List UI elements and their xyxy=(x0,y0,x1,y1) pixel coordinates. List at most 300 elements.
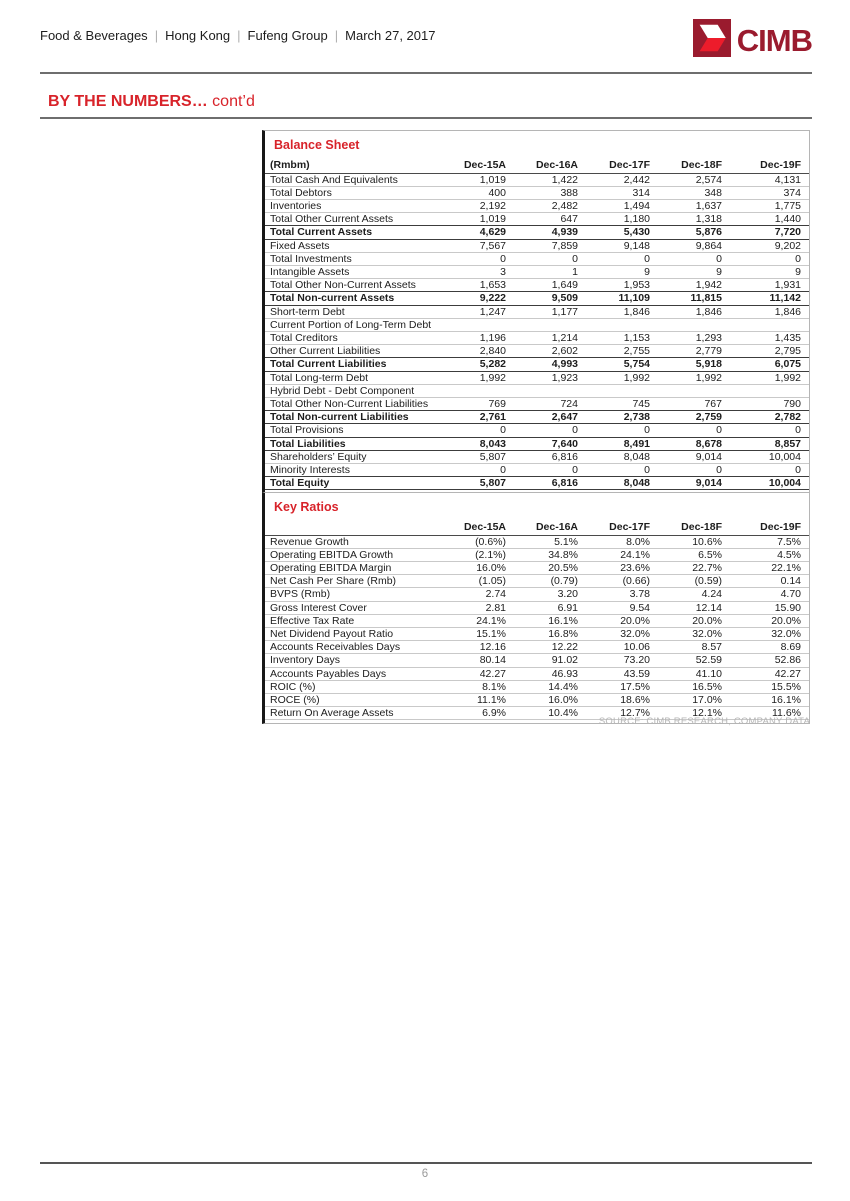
cell-value: 9,014 xyxy=(653,477,725,490)
cell-value: 0 xyxy=(437,252,509,265)
cell-value: 2,779 xyxy=(653,345,725,358)
table-row xyxy=(265,548,809,561)
row-label: Fixed Assets xyxy=(265,239,437,252)
cell-value xyxy=(581,384,653,397)
cell-value xyxy=(725,384,809,397)
cell-value: 1,637 xyxy=(653,199,725,212)
cell-value: 2,795 xyxy=(725,345,809,358)
cell-value: 4,131 xyxy=(725,173,809,186)
table-row xyxy=(265,575,809,588)
cell-value: 3.78 xyxy=(581,588,653,601)
cell-value xyxy=(725,318,809,331)
row-label: ROIC (%) xyxy=(265,680,437,693)
cell-value: 0 xyxy=(653,424,725,437)
row-label: Operating EBITDA Margin xyxy=(265,561,437,574)
cell-value xyxy=(653,384,725,397)
breadcrumb-date: March 27, 2017 xyxy=(345,28,436,43)
cell-value: 4,939 xyxy=(509,226,581,239)
cell-value: 1,247 xyxy=(437,305,509,318)
key-ratios-table xyxy=(262,492,810,724)
cell-value: 2,759 xyxy=(653,411,725,424)
cell-value: 10,004 xyxy=(725,477,809,490)
row-label: Total Other Non-Current Assets xyxy=(265,279,437,292)
cell-value: 9,202 xyxy=(725,239,809,252)
column-header: Dec-18F xyxy=(653,157,725,173)
cell-value: 11,815 xyxy=(653,292,725,305)
row-label: Current Portion of Long-Term Debt xyxy=(265,318,437,331)
row-label: Minority Interests xyxy=(265,463,437,476)
cell-value: (0.66) xyxy=(581,575,653,588)
column-header: Dec-15A xyxy=(437,519,509,535)
cell-value: 1,992 xyxy=(725,371,809,384)
cell-value: 2,761 xyxy=(437,411,509,424)
cell-value: 34.8% xyxy=(509,548,581,561)
cell-value: 6,075 xyxy=(725,358,809,371)
cell-value: 2,442 xyxy=(581,173,653,186)
cell-value: 16.5% xyxy=(653,680,725,693)
cell-value: 4.70 xyxy=(725,588,809,601)
cell-value: 767 xyxy=(653,397,725,410)
row-label: Operating EBITDA Growth xyxy=(265,548,437,561)
row-label: Gross Interest Cover xyxy=(265,601,437,614)
table-row xyxy=(265,463,809,476)
table-row xyxy=(265,331,809,344)
table-row xyxy=(265,186,809,199)
column-header: Dec-17F xyxy=(581,519,653,535)
cell-value: 8,043 xyxy=(437,437,509,450)
section-title-divider xyxy=(40,117,812,119)
table-row xyxy=(265,424,809,437)
row-label: Intangible Assets xyxy=(265,265,437,278)
cell-value: 52.59 xyxy=(653,654,725,667)
row-label: Total Debtors xyxy=(265,186,437,199)
cell-value: 1,775 xyxy=(725,199,809,212)
column-header: Dec-16A xyxy=(509,157,581,173)
cell-value: 647 xyxy=(509,213,581,226)
cell-value xyxy=(581,318,653,331)
table-row xyxy=(265,226,809,239)
cell-value xyxy=(509,318,581,331)
cell-value: 0 xyxy=(437,424,509,437)
cell-value: 15.90 xyxy=(725,601,809,614)
row-label: Accounts Receivables Days xyxy=(265,641,437,654)
column-header: Dec-18F xyxy=(653,519,725,535)
row-label: Short-term Debt xyxy=(265,305,437,318)
cell-value: 91.02 xyxy=(509,654,581,667)
cell-value: 2,574 xyxy=(653,173,725,186)
row-label: Total Non-current Liabilities xyxy=(265,411,437,424)
cell-value: 11.1% xyxy=(437,693,509,706)
cell-value: 12.14 xyxy=(653,601,725,614)
cell-value: 8,857 xyxy=(725,437,809,450)
cell-value: 9,509 xyxy=(509,292,581,305)
cell-value: 1,293 xyxy=(653,331,725,344)
column-header: Dec-19F xyxy=(725,157,809,173)
table-row xyxy=(265,305,809,318)
row-label: Revenue Growth xyxy=(265,535,437,548)
cell-value: 20.0% xyxy=(653,614,725,627)
cell-value: 23.6% xyxy=(581,561,653,574)
cell-value: 9,148 xyxy=(581,239,653,252)
cell-value: 14.4% xyxy=(509,680,581,693)
cell-value: 8.1% xyxy=(437,680,509,693)
row-label: Inventories xyxy=(265,199,437,212)
cell-value: 22.1% xyxy=(725,561,809,574)
cell-value: 22.7% xyxy=(653,561,725,574)
cell-value: 0 xyxy=(509,252,581,265)
cell-value: 16.0% xyxy=(509,693,581,706)
cell-value: 80.14 xyxy=(437,654,509,667)
cell-value: 724 xyxy=(509,397,581,410)
cell-value: 12.16 xyxy=(437,641,509,654)
cell-value: 9,014 xyxy=(653,450,725,463)
cell-value: 32.0% xyxy=(725,627,809,640)
cell-value: 0 xyxy=(509,424,581,437)
cell-value: 9,222 xyxy=(437,292,509,305)
page-header xyxy=(40,24,812,62)
cell-value: 3.20 xyxy=(509,588,581,601)
cell-value: 20.5% xyxy=(509,561,581,574)
cell-value: 8,491 xyxy=(581,437,653,450)
cell-value: 73.20 xyxy=(581,654,653,667)
breadcrumb-separator: | xyxy=(154,28,159,43)
cell-value: 0 xyxy=(725,424,809,437)
table-row xyxy=(265,641,809,654)
cell-value: 5,430 xyxy=(581,226,653,239)
cimb-logo-icon xyxy=(693,19,731,62)
cell-value: 1,214 xyxy=(509,331,581,344)
breadcrumb-region: Hong Kong xyxy=(165,28,231,43)
cell-value: 11.6% xyxy=(725,707,809,720)
cell-value: 0.14 xyxy=(725,575,809,588)
unit-label-header xyxy=(265,519,437,535)
cell-value: 18.6% xyxy=(581,693,653,706)
row-label: Total Other Non-Current Liabilities xyxy=(265,397,437,410)
cell-value: 5,807 xyxy=(437,477,509,490)
cell-value: 7.5% xyxy=(725,535,809,548)
row-label: Total Long-term Debt xyxy=(265,371,437,384)
cell-value: 1,653 xyxy=(437,279,509,292)
row-label: Total Liabilities xyxy=(265,437,437,450)
cell-value xyxy=(509,384,581,397)
table-row xyxy=(265,318,809,331)
table-row xyxy=(265,213,809,226)
cell-value: 8,678 xyxy=(653,437,725,450)
table-row xyxy=(265,292,809,305)
cell-value: 8,048 xyxy=(581,450,653,463)
cell-value: 9 xyxy=(653,265,725,278)
cell-value: 1,649 xyxy=(509,279,581,292)
cell-value: 0 xyxy=(437,463,509,476)
cell-value: 1,942 xyxy=(653,279,725,292)
cell-value: 10.06 xyxy=(581,641,653,654)
table-row xyxy=(265,239,809,252)
cell-value: 20.0% xyxy=(581,614,653,627)
cell-value: 1,440 xyxy=(725,213,809,226)
cell-value: 5.1% xyxy=(509,535,581,548)
row-label: Net Dividend Payout Ratio xyxy=(265,627,437,640)
cell-value: 1,953 xyxy=(581,279,653,292)
cell-value: 7,567 xyxy=(437,239,509,252)
cell-value: 1,931 xyxy=(725,279,809,292)
cell-value: 16.1% xyxy=(725,693,809,706)
cell-value: 7,859 xyxy=(509,239,581,252)
breadcrumb-company: Fufeng Group xyxy=(247,28,328,43)
row-label: Total Investments xyxy=(265,252,437,265)
cell-value: 1,019 xyxy=(437,173,509,186)
table-row xyxy=(265,384,809,397)
table-row xyxy=(265,693,809,706)
cell-value: 0 xyxy=(509,463,581,476)
cell-value: 7,720 xyxy=(725,226,809,239)
cell-value xyxy=(653,318,725,331)
cell-value: 0 xyxy=(653,252,725,265)
cell-value: 16.8% xyxy=(509,627,581,640)
cell-value: 10.4% xyxy=(509,707,581,720)
cell-value: 5,876 xyxy=(653,226,725,239)
section-title-main: BY THE NUMBERS… xyxy=(48,93,208,110)
cell-value: 388 xyxy=(509,186,581,199)
balance-sheet-grid xyxy=(265,157,809,490)
table-row xyxy=(265,535,809,548)
balance-sheet-title: Balance Sheet xyxy=(274,138,360,152)
cell-value: 1,019 xyxy=(437,213,509,226)
cell-value: 1,992 xyxy=(437,371,509,384)
column-header: Dec-17F xyxy=(581,157,653,173)
cell-value: 16.0% xyxy=(437,561,509,574)
row-label: Total Current Liabilities xyxy=(265,358,437,371)
row-label: Net Cash Per Share (Rmb) xyxy=(265,575,437,588)
cell-value: 8.0% xyxy=(581,535,653,548)
cell-value: 314 xyxy=(581,186,653,199)
section-title-suffix: cont’d xyxy=(212,93,255,110)
row-label: Total Creditors xyxy=(265,331,437,344)
column-header: Dec-19F xyxy=(725,519,809,535)
cell-value: 20.0% xyxy=(725,614,809,627)
cell-value: 5,807 xyxy=(437,450,509,463)
cell-value: 0 xyxy=(581,424,653,437)
cell-value: 769 xyxy=(437,397,509,410)
cell-value: 790 xyxy=(725,397,809,410)
table-row xyxy=(265,265,809,278)
cell-value: 41.10 xyxy=(653,667,725,680)
cell-value: 43.59 xyxy=(581,667,653,680)
cell-value: 15.5% xyxy=(725,680,809,693)
row-label: Total Non-current Assets xyxy=(265,292,437,305)
cell-value: 348 xyxy=(653,186,725,199)
cell-value: 0 xyxy=(653,463,725,476)
cell-value: 17.5% xyxy=(581,680,653,693)
cell-value: 2,840 xyxy=(437,345,509,358)
row-label: Total Equity xyxy=(265,477,437,490)
cell-value: 16.1% xyxy=(509,614,581,627)
cell-value: 2,738 xyxy=(581,411,653,424)
table-row xyxy=(265,561,809,574)
key-ratios-grid xyxy=(265,519,809,720)
cell-value: 2.81 xyxy=(437,601,509,614)
cell-value: 1,846 xyxy=(581,305,653,318)
cell-value: 10.6% xyxy=(653,535,725,548)
table-row xyxy=(265,654,809,667)
row-label: Other Current Liabilities xyxy=(265,345,437,358)
cell-value: 10,004 xyxy=(725,450,809,463)
cell-value: 5,754 xyxy=(581,358,653,371)
cell-value: 8.57 xyxy=(653,641,725,654)
cell-value: 1,846 xyxy=(725,305,809,318)
cell-value: 0 xyxy=(581,463,653,476)
header-divider xyxy=(40,72,812,74)
cell-value: 8,048 xyxy=(581,477,653,490)
cell-value: 1,992 xyxy=(581,371,653,384)
row-label: BVPS (Rmb) xyxy=(265,588,437,601)
unit-label-header: (Rmbm) xyxy=(265,157,437,173)
cell-value: 2,755 xyxy=(581,345,653,358)
cell-value: 2,192 xyxy=(437,199,509,212)
cell-value: 6.9% xyxy=(437,707,509,720)
column-header-row xyxy=(265,519,809,535)
table-row xyxy=(265,252,809,265)
table-row xyxy=(265,371,809,384)
cell-value: 3 xyxy=(437,265,509,278)
cell-value: 6,816 xyxy=(509,450,581,463)
cell-value: 7,640 xyxy=(509,437,581,450)
cell-value: 1,177 xyxy=(509,305,581,318)
cell-value: 400 xyxy=(437,186,509,199)
section-title xyxy=(48,93,255,111)
table-row xyxy=(265,601,809,614)
cell-value: 1,422 xyxy=(509,173,581,186)
cell-value: 745 xyxy=(581,397,653,410)
row-label: Hybrid Debt - Debt Component xyxy=(265,384,437,397)
cell-value: 1,923 xyxy=(509,371,581,384)
cell-value: 12.22 xyxy=(509,641,581,654)
footer-divider xyxy=(40,1162,812,1164)
cell-value: 12.7% xyxy=(581,707,653,720)
row-label: Total Cash And Equivalents xyxy=(265,173,437,186)
cell-value: 1,435 xyxy=(725,331,809,344)
cell-value: 1,196 xyxy=(437,331,509,344)
cell-value: 9 xyxy=(725,265,809,278)
cell-value: 0 xyxy=(581,252,653,265)
cell-value: 9.54 xyxy=(581,601,653,614)
column-header: Dec-15A xyxy=(437,157,509,173)
cell-value: 5,282 xyxy=(437,358,509,371)
cimb-logo-text: CIMB xyxy=(736,22,812,58)
table-row xyxy=(265,477,809,490)
cell-value: (2.1%) xyxy=(437,548,509,561)
cell-value: 1,846 xyxy=(653,305,725,318)
column-header: Dec-16A xyxy=(509,519,581,535)
table-row xyxy=(265,450,809,463)
cell-value: 11,142 xyxy=(725,292,809,305)
table-row xyxy=(265,614,809,627)
row-label: Total Other Current Assets xyxy=(265,213,437,226)
cell-value: 12.1% xyxy=(653,707,725,720)
table-row xyxy=(265,358,809,371)
cell-value: 4,993 xyxy=(509,358,581,371)
cell-value: 52.86 xyxy=(725,654,809,667)
cell-value: 1,318 xyxy=(653,213,725,226)
cell-value: (0.6%) xyxy=(437,535,509,548)
cell-value: 24.1% xyxy=(437,614,509,627)
table-row xyxy=(265,680,809,693)
page-number: 6 xyxy=(421,1168,429,1180)
table-row xyxy=(265,588,809,601)
table-row xyxy=(265,411,809,424)
cell-value: 4,629 xyxy=(437,226,509,239)
table-row xyxy=(265,199,809,212)
cimb-logo xyxy=(693,19,812,62)
row-label: Return On Average Assets xyxy=(265,707,437,720)
cell-value: 2,482 xyxy=(509,199,581,212)
source-note: SOURCE: CIMB RESEARCH, COMPANY DATA xyxy=(598,716,810,727)
cell-value: 4.5% xyxy=(725,548,809,561)
cell-value: (0.79) xyxy=(509,575,581,588)
breadcrumb xyxy=(40,24,435,43)
cell-value: 0 xyxy=(725,252,809,265)
table-row xyxy=(265,627,809,640)
cell-value: 1,494 xyxy=(581,199,653,212)
row-label: Accounts Payables Days xyxy=(265,667,437,680)
key-ratios-title: Key Ratios xyxy=(274,500,339,514)
cell-value: 2,647 xyxy=(509,411,581,424)
breadcrumb-separator: | xyxy=(237,28,241,43)
cell-value: (0.59) xyxy=(653,575,725,588)
cell-value: 6.91 xyxy=(509,601,581,614)
cell-value: 1,992 xyxy=(653,371,725,384)
table-row xyxy=(265,173,809,186)
cell-value xyxy=(437,384,509,397)
cell-value: 374 xyxy=(725,186,809,199)
cell-value: 1,180 xyxy=(581,213,653,226)
table-row xyxy=(265,397,809,410)
cell-value: 24.1% xyxy=(581,548,653,561)
cell-value: 42.27 xyxy=(437,667,509,680)
cell-value: 6,816 xyxy=(509,477,581,490)
cell-value: 17.0% xyxy=(653,693,725,706)
cell-value: 0 xyxy=(725,463,809,476)
cell-value: 1 xyxy=(509,265,581,278)
cell-value xyxy=(437,318,509,331)
table-row xyxy=(265,667,809,680)
cell-value: 4.24 xyxy=(653,588,725,601)
row-label: Total Provisions xyxy=(265,424,437,437)
table-row xyxy=(265,437,809,450)
table-row xyxy=(265,279,809,292)
breadcrumb-separator: | xyxy=(334,28,339,43)
balance-sheet-table xyxy=(262,130,810,494)
cell-value: 32.0% xyxy=(581,627,653,640)
cell-value: 6.5% xyxy=(653,548,725,561)
table-row xyxy=(265,345,809,358)
cell-value: 2,782 xyxy=(725,411,809,424)
row-label: Total Current Assets xyxy=(265,226,437,239)
row-label: ROCE (%) xyxy=(265,693,437,706)
cell-value: 32.0% xyxy=(653,627,725,640)
breadcrumb-sector: Food & Beverages xyxy=(40,28,148,43)
cell-value: 46.93 xyxy=(509,667,581,680)
row-label: Shareholders’ Equity xyxy=(265,450,437,463)
cell-value: 8.69 xyxy=(725,641,809,654)
cell-value: 5,918 xyxy=(653,358,725,371)
cell-value: 11,109 xyxy=(581,292,653,305)
cell-value: 42.27 xyxy=(725,667,809,680)
cell-value: 9 xyxy=(581,265,653,278)
cell-value: 9,864 xyxy=(653,239,725,252)
row-label: Inventory Days xyxy=(265,654,437,667)
cell-value: (1.05) xyxy=(437,575,509,588)
cell-value: 2.74 xyxy=(437,588,509,601)
